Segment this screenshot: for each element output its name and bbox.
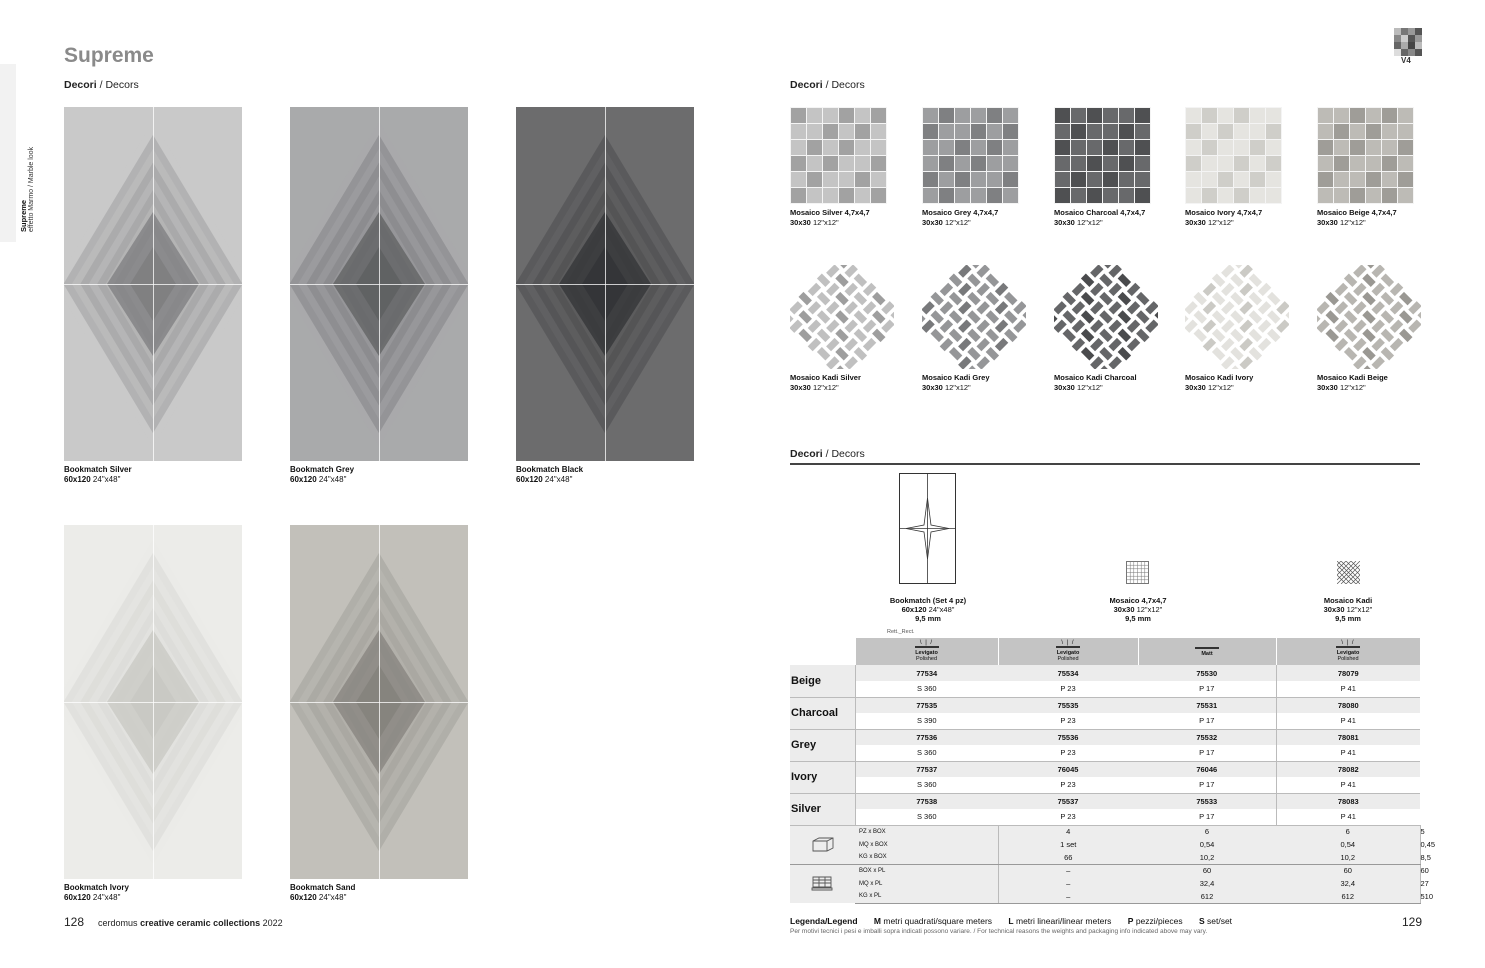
tile-caption	[64, 465, 132, 485]
article-code: 77538	[855, 793, 998, 809]
product-name: Mosaico Kadi	[1323, 596, 1373, 605]
info-row: BOX x PL – 60 60 60	[790, 864, 1420, 877]
tile-caption	[64, 883, 129, 903]
info-value: 32,4	[1138, 877, 1276, 890]
mosaic-caption	[1317, 208, 1397, 228]
polished-icon: \ | /	[1341, 640, 1355, 646]
mosaic-name: Mosaico Charcoal 4,7x4,7	[1054, 208, 1146, 217]
article-code: 77536	[855, 729, 998, 745]
kadi-name: Mosaico Kadi Beige	[1317, 373, 1388, 382]
pack-unit: S 390	[855, 713, 998, 729]
section-label-bold: Decori	[64, 79, 97, 91]
finish-en: Polished	[1057, 656, 1079, 662]
pack-unit: P 41	[1276, 809, 1420, 825]
product-inch: 12"x12"	[1344, 605, 1373, 614]
finish-it: Levigato	[1336, 650, 1360, 656]
kadi-name: Mosaico Kadi Ivory	[1185, 373, 1254, 382]
finish-en: Polished	[1337, 656, 1359, 662]
info-value: 4	[998, 825, 1138, 838]
pack-unit: S 360	[855, 681, 998, 697]
mosaic-caption	[1185, 208, 1262, 228]
polished-icon: \ | /	[1061, 640, 1075, 646]
table-row	[790, 745, 1420, 761]
color-name: Silver	[790, 793, 855, 825]
legend-item: S set/set	[1198, 916, 1233, 926]
kadi-tile-image	[922, 265, 1026, 369]
footer-brand: cerdomus	[98, 918, 141, 928]
article-code: 77535	[855, 697, 998, 713]
pack-unit: P 17	[1138, 681, 1276, 697]
logo-label: V4	[1401, 56, 1411, 65]
pack-unit: P 23	[998, 681, 1138, 697]
table-row	[790, 665, 1420, 681]
mosaic-caption	[1054, 208, 1145, 228]
table-row	[790, 777, 1420, 793]
article-code: 75537	[998, 793, 1138, 809]
mosaic-size: 30x30 12"x12"	[1317, 218, 1366, 227]
kadi-size: 30x30 12"x12"	[1054, 383, 1103, 392]
pack-unit: P 23	[998, 777, 1138, 793]
product-name: Mosaico 4,7x4,7	[1109, 596, 1167, 605]
info-row: KG x BOX 66 10,2 10,2 8,5	[790, 851, 1420, 864]
bookmatch-tile-image	[290, 107, 468, 461]
footer-year: 2022	[260, 918, 283, 928]
kadi-caption	[1054, 373, 1137, 393]
info-value: 612	[1138, 890, 1276, 903]
mosaic-name: Mosaico Silver 4,7x4,7	[790, 208, 870, 217]
pack-unit: P 17	[1138, 809, 1276, 825]
mosaic-name: Mosaico Ivory 4,7x4,7	[1185, 208, 1263, 217]
legend-note: Per motivi tecnici i pesi e imballi sopra indicati possono variare. / For technical reasons the weights and packaging info indicated above may vary.	[790, 928, 1208, 935]
tile-name: Bookmatch Silver	[64, 465, 132, 474]
kadi-size: 30x30 12"x12"	[1317, 383, 1366, 392]
article-code: 77537	[855, 761, 998, 777]
info-row: PZ x BOX 4 6 6 5	[790, 825, 1420, 838]
finish-en: Polished	[915, 656, 938, 662]
pack-unit: P 41	[1276, 745, 1420, 761]
section-label-rest: / Decors	[96, 79, 139, 91]
info-value: 6	[1276, 825, 1420, 838]
info-label: MQ x BOX	[855, 838, 998, 851]
article-code: 78081	[1276, 729, 1420, 745]
kadi-name: Mosaico Kadi Grey	[922, 373, 990, 382]
mosaic-size: 30x30 12"x12"	[1185, 218, 1234, 227]
info-row: MQ x BOX 1 set 0,54 0,54 0,45	[790, 838, 1420, 851]
footer-brand-bold: creative ceramic collections	[140, 918, 261, 928]
pack-unit: P 23	[998, 809, 1138, 825]
legend-item: P pezzi/pieces	[1127, 916, 1183, 926]
section-label-table	[790, 448, 865, 460]
pack-unit: P 17	[1138, 713, 1276, 729]
product-name: Bookmatch (Set 4 pz)	[889, 596, 967, 605]
page-number-left: 128	[64, 915, 85, 929]
finish-header-row	[790, 638, 1420, 665]
info-label: PZ x BOX	[855, 825, 998, 838]
info-value: 612	[1276, 890, 1420, 903]
mosaic-size: 30x30 12"x12"	[922, 218, 971, 227]
side-subtitle: effetto Marmo / Marble look	[28, 146, 35, 232]
info-value: –	[998, 864, 1138, 877]
product-size: 60x120	[901, 605, 927, 614]
info-value: 0,54	[1276, 838, 1420, 851]
legend	[790, 916, 1246, 926]
pack-unit: P 23	[998, 745, 1138, 761]
tile-name: Bookmatch Grey	[290, 465, 355, 474]
section-label-left	[64, 79, 139, 91]
pack-unit: S 360	[855, 745, 998, 761]
matt-icon	[1195, 647, 1219, 649]
article-code: 78080	[1276, 697, 1420, 713]
bookmatch-tile-image	[64, 107, 242, 461]
product-thickness: 9,5 mm	[1125, 614, 1151, 623]
finish-it: Matt	[1201, 650, 1213, 657]
page-title: Supreme	[64, 44, 154, 67]
kadi-caption	[1317, 373, 1388, 393]
kadi-size: 30x30 12"x12"	[922, 383, 971, 392]
info-label: KG x PL	[855, 890, 998, 903]
pack-unit: P 41	[1276, 713, 1420, 729]
kadi-tile-image	[1317, 265, 1421, 369]
product-thickness: 9,5 mm	[915, 614, 941, 623]
tile-caption	[290, 883, 355, 903]
mosaic-size: 30x30 12"x12"	[1054, 218, 1103, 227]
section-label-bold: Decori	[790, 448, 823, 460]
info-value: 0,54	[1138, 838, 1276, 851]
section-label-rest: / Decors	[822, 448, 865, 460]
legend-item: L metri lineari/linear meters	[1008, 916, 1112, 926]
article-code: 77534	[855, 665, 998, 681]
info-value: 10,2	[1276, 851, 1420, 864]
section-label-mosaics	[790, 79, 865, 91]
pack-unit: P 41	[1276, 777, 1420, 793]
table-row	[790, 809, 1420, 825]
color-name: Ivory	[790, 761, 855, 793]
color-name: Charcoal	[790, 697, 855, 729]
page-number-right: 129	[1402, 915, 1423, 929]
product-thickness: 9,5 mm	[1335, 614, 1361, 623]
article-code: 75532	[1138, 729, 1276, 745]
info-row: MQ x PL – 32,4 32,4 27	[790, 877, 1420, 890]
tile-name: Bookmatch Black	[516, 465, 584, 474]
info-value: 66	[998, 851, 1138, 864]
kadi-tile-image	[1054, 265, 1158, 369]
tile-size: 60x120 24"x48"	[290, 475, 347, 484]
mosaic-tile-image	[790, 107, 887, 204]
section-label-rest: / Decors	[822, 79, 865, 91]
kadi-caption	[922, 373, 990, 393]
table-row	[790, 729, 1420, 745]
info-row: KG x PL – 612 612 510	[790, 890, 1420, 903]
mosaic-grid-drawing-icon	[1126, 561, 1149, 584]
product-caption	[868, 596, 988, 623]
bookmatch-tile-image	[516, 107, 694, 461]
pack-unit: P 41	[1276, 681, 1420, 697]
spec-table	[790, 638, 1436, 904]
mosaic-caption	[790, 208, 870, 228]
info-value: –	[998, 877, 1138, 890]
kadi-size: 30x30 12"x12"	[790, 383, 839, 392]
info-label: BOX x PL	[855, 864, 998, 877]
table-row	[790, 681, 1420, 697]
mosaic-size: 30x30 12"x12"	[790, 218, 839, 227]
tile-caption	[516, 465, 583, 485]
mosaic-name: Mosaico Beige 4,7x4,7	[1317, 208, 1397, 217]
bookmatch-tile-image	[64, 525, 242, 879]
color-name: Grey	[790, 729, 855, 761]
pack-unit: S 360	[855, 809, 998, 825]
finish-cell	[1138, 638, 1276, 665]
info-value: 60	[1138, 864, 1276, 877]
pack-unit: P 23	[998, 713, 1138, 729]
article-code: 76046	[1138, 761, 1276, 777]
article-code: 78083	[1276, 793, 1420, 809]
article-code: 75530	[1138, 665, 1276, 681]
color-name: Beige	[790, 665, 855, 697]
product-caption	[1078, 596, 1198, 623]
legend-item: M metri quadrati/square meters	[873, 916, 993, 926]
finish-it: Levigato	[1056, 650, 1080, 656]
collection-logo-icon	[1394, 28, 1422, 56]
mosaic-kadi-drawing-icon	[1337, 561, 1360, 584]
kadi-name: Mosaico Kadi Charcoal	[1054, 373, 1137, 382]
mosaic-tile-image	[1054, 107, 1151, 204]
info-value: 10,2	[1138, 851, 1276, 864]
section-label-bold: Decori	[790, 79, 823, 91]
tile-size: 60x120 24"x48"	[64, 475, 121, 484]
article-code: 78082	[1276, 761, 1420, 777]
article-code: 75536	[998, 729, 1138, 745]
kadi-tile-image	[790, 265, 894, 369]
tile-caption	[290, 465, 354, 485]
mosaic-tile-image	[922, 107, 1019, 204]
info-value: 32,4	[1276, 877, 1420, 890]
kadi-caption	[790, 373, 861, 393]
table-row	[790, 697, 1420, 713]
table-row	[790, 761, 1420, 777]
article-code: 75535	[998, 697, 1138, 713]
product-caption	[1288, 596, 1408, 623]
box-icon	[790, 825, 855, 864]
article-code: 75533	[1138, 793, 1276, 809]
bookmatch-drawing-icon	[899, 473, 956, 584]
table-row	[790, 713, 1420, 729]
bookmatch-tile-image	[290, 525, 468, 879]
mosaic-tile-image	[1185, 107, 1282, 204]
tile-size: 60x120 24"x48"	[64, 893, 121, 902]
pallet-icon	[790, 864, 855, 903]
side-collection-label	[20, 147, 36, 232]
product-size: 30x30	[1323, 605, 1345, 614]
product-inch: 24"x48"	[926, 605, 955, 614]
finish-cell	[998, 638, 1138, 665]
article-code: 75531	[1138, 697, 1276, 713]
section-rule	[790, 463, 1420, 465]
finish-cell	[855, 638, 998, 665]
article-code: 78079	[1276, 665, 1420, 681]
mosaic-caption	[922, 208, 998, 228]
table-row	[790, 793, 1420, 809]
tile-size: 60x120 24"x48"	[290, 893, 347, 902]
polished-icon: \ | /	[919, 640, 934, 646]
tile-name: Bookmatch Ivory	[64, 883, 129, 892]
kadi-name: Mosaico Kadi Silver	[790, 373, 861, 382]
kadi-tile-image	[1185, 265, 1289, 369]
mosaic-tile-image	[1317, 107, 1414, 204]
footer-left	[64, 915, 283, 929]
info-value: 60	[1276, 864, 1420, 877]
tile-size: 60x120 24"x48"	[516, 475, 573, 484]
tile-name: Bookmatch Sand	[290, 883, 356, 892]
pack-unit: P 17	[1138, 745, 1276, 761]
info-value: –	[998, 890, 1138, 903]
side-title: Supreme	[19, 199, 28, 232]
legend-title: Legenda/Legend	[790, 916, 858, 926]
info-value: 1 set	[998, 838, 1138, 851]
info-label: MQ x PL	[855, 877, 998, 890]
kadi-size: 30x30 12"x12"	[1185, 383, 1234, 392]
kadi-caption	[1185, 373, 1253, 393]
finish-it: Levigato	[915, 650, 938, 656]
article-code: 75534	[998, 665, 1138, 681]
rectified-note: Rett._Rect.	[887, 629, 915, 635]
info-value: 6	[1138, 825, 1276, 838]
product-size: 30x30	[1113, 605, 1135, 614]
mosaic-name: Mosaico Grey 4,7x4,7	[922, 208, 999, 217]
info-label: KG x BOX	[855, 851, 998, 864]
side-tab	[0, 64, 16, 242]
article-code: 76045	[998, 761, 1138, 777]
finish-cell	[1276, 638, 1420, 665]
product-inch: 12"x12"	[1134, 605, 1163, 614]
pack-unit: S 360	[855, 777, 998, 793]
pack-unit: P 17	[1138, 777, 1276, 793]
